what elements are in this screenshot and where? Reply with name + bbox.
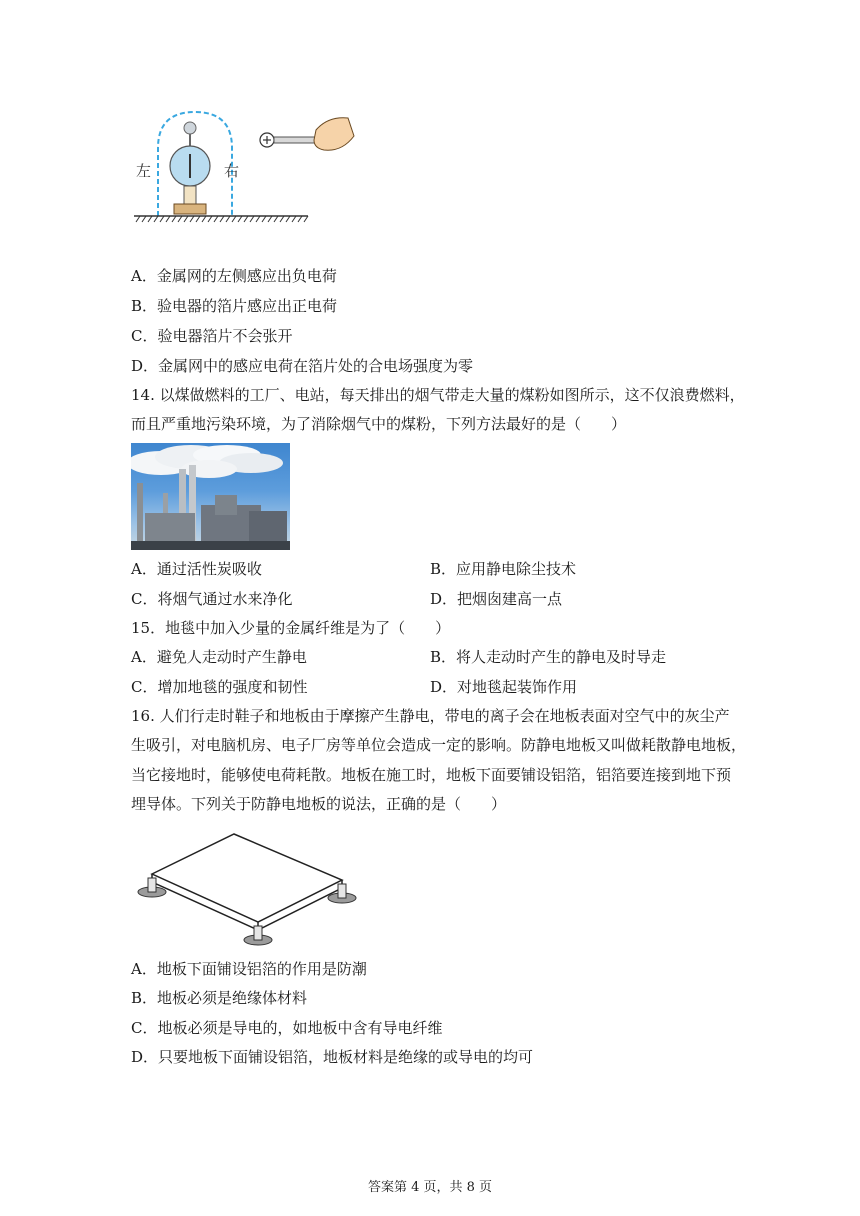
q13-option-d: D．金属网中的感应电荷在箔片处的合电场强度为零 bbox=[131, 357, 474, 375]
q16-option-a: A．地板下面铺设铝箔的作用是防潮 bbox=[131, 960, 367, 978]
page-footer: 答案第 4 页，共 8 页 bbox=[367, 1180, 493, 1195]
q16-stem-line-3: 当它接地时，能够使电荷耗散。地板在施工时，地板下面要铺设铝箔，铝箔要连接到地下预 bbox=[131, 766, 732, 784]
q16-stem-line-2: 生吸引，对电脑机房、电子厂房等单位会造成一定的影响。防静电地板又叫做耗散静电地板， bbox=[131, 736, 747, 754]
q15-option-b: B．将人走动时产生的静电及时导走 bbox=[430, 648, 667, 666]
q13-option-b: B．验电器的箔片感应出正电荷 bbox=[131, 297, 338, 315]
q14-option-d: D．把烟囱建高一点 bbox=[430, 590, 563, 608]
q16-option-c: C．地板必须是导电的，如地板中含有导电纤维 bbox=[131, 1019, 443, 1037]
right-label: 右 bbox=[224, 162, 240, 180]
q13-option-a: A．金属网的左侧感应出负电荷 bbox=[131, 267, 337, 285]
q16-stem-line-1: 16. 人们行走时鞋子和地板由于摩擦产生静电，带电的离子会在地板表面对空气中的灰尘产 bbox=[131, 707, 730, 725]
q16-option-b: B．地板必须是绝缘体材料 bbox=[131, 989, 308, 1007]
q14-option-c: C．将烟气通过水来净化 bbox=[131, 590, 293, 608]
q15-stem: 15．地毯中加入少量的金属纤维是为了（ ） bbox=[131, 619, 451, 637]
q14-stem-line-1: 14. 以煤做燃料的工厂、电站，每天排出的烟气带走大量的煤粉如图所示，这不仅浪费燃料， bbox=[131, 386, 745, 404]
hand bbox=[314, 118, 354, 150]
q14-option-a: A．通过活性炭吸收 bbox=[131, 560, 262, 578]
q15-option-d: D．对地毯起装饰作用 bbox=[430, 678, 578, 696]
q14-option-b: B．应用静电除尘技术 bbox=[430, 560, 577, 578]
floor-panel bbox=[152, 834, 342, 922]
q16-option-d: D．只要地板下面铺设铝箔，地板材料是绝缘的或导电的均可 bbox=[131, 1048, 534, 1066]
q13-option-c: C．验电器箔片不会张开 bbox=[131, 327, 293, 345]
q15-option-c: C．增加地毯的强度和韧性 bbox=[131, 678, 308, 696]
ground-hatch bbox=[136, 216, 308, 222]
electroscope-ball bbox=[184, 122, 196, 134]
electroscope-figure bbox=[128, 108, 363, 233]
q16-stem-line-4: 埋导体。下列关于防静电地板的说法，正确的是（ ） bbox=[131, 795, 507, 813]
q14-stem-line-2: 而且严重地污染环境，为了消除烟气中的煤粉，下列方法最好的是（ ） bbox=[131, 415, 627, 433]
q15-option-a: A．避免人走动时产生静电 bbox=[131, 648, 307, 666]
power-plant-photo bbox=[131, 443, 290, 550]
left-label: 左 bbox=[136, 162, 152, 180]
antistatic-floor-figure bbox=[132, 830, 362, 950]
